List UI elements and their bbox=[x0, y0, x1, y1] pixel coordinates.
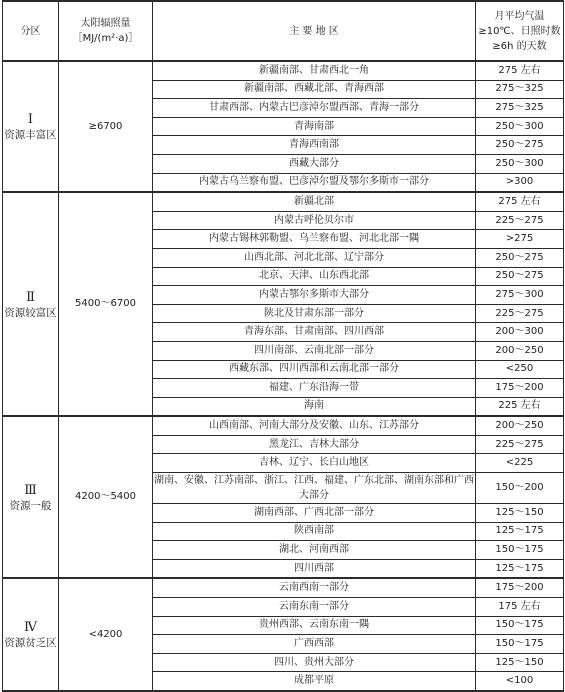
region-cell: 陕北及甘肃东部一部分 bbox=[153, 304, 476, 323]
days-cell: 250～300 bbox=[476, 154, 564, 173]
radiation-header bbox=[59, 1, 153, 61]
region-cell: 新疆南部、西藏北部、青海西部 bbox=[153, 80, 476, 99]
radiation-header-unit: ［MJ/(m²·a)］ bbox=[72, 33, 139, 44]
days-cell: 125～175 bbox=[476, 522, 564, 541]
region-cell: 北京、天津、山东西北部 bbox=[153, 267, 476, 286]
days-cell: 250～275 bbox=[476, 136, 564, 155]
region-cell: 成都平原 bbox=[153, 672, 476, 691]
days-cell: 250～275 bbox=[476, 248, 564, 267]
zone-cell bbox=[3, 416, 59, 578]
days-cell: 150～175 bbox=[476, 635, 564, 654]
region-cell: 黑龙江、吉林大部分 bbox=[153, 435, 476, 454]
table-row bbox=[3, 416, 564, 435]
zone-numeral: Ⅳ bbox=[24, 620, 37, 636]
days-cell: 225～275 bbox=[476, 304, 564, 323]
region-cell: 广西西部 bbox=[153, 635, 476, 654]
days-cell: >275 bbox=[476, 230, 564, 249]
zone-cell bbox=[3, 578, 59, 691]
days-cell: >300 bbox=[476, 173, 564, 192]
zone-name: 资源较富区 bbox=[4, 306, 57, 319]
days-cell: 250～275 bbox=[476, 267, 564, 286]
zone-name: 资源一般 bbox=[9, 499, 52, 512]
region-cell: 新疆北部 bbox=[153, 192, 476, 211]
days-cell: <100 bbox=[476, 672, 564, 691]
table-body bbox=[3, 61, 564, 691]
days-cell: 125～175 bbox=[476, 559, 564, 578]
region-cell: 山西南部、河南大部分及安徽、山东、江苏部分 bbox=[153, 416, 476, 435]
region-cell: 内蒙古呼伦贝尔市 bbox=[153, 211, 476, 230]
region-cell: 内蒙古鄂尔多斯市大部分 bbox=[153, 286, 476, 305]
region-cell: 西藏大部分 bbox=[153, 154, 476, 173]
days-cell: 275～300 bbox=[476, 286, 564, 305]
region-cell: 云南西南一部分 bbox=[153, 578, 476, 597]
days-cell: 275～325 bbox=[476, 80, 564, 99]
days-cell: 225～275 bbox=[476, 435, 564, 454]
region-cell: 陕西南部 bbox=[153, 522, 476, 541]
zone-numeral: Ⅰ bbox=[27, 112, 34, 128]
days-cell: 275 左右 bbox=[476, 192, 564, 211]
days-header-line: ≥6h 的天数 bbox=[492, 40, 547, 52]
region-cell: 湖北、河南西部 bbox=[153, 541, 476, 560]
days-cell: <250 bbox=[476, 360, 564, 379]
zone-header: 分区 bbox=[3, 1, 59, 61]
radiation-value: ≥6700 bbox=[59, 61, 153, 192]
region-cell: 新疆南部、甘肃西北一角 bbox=[153, 61, 476, 80]
zone-name: 资源贫乏区 bbox=[4, 637, 57, 650]
region-cell: 内蒙古锡林郭勒盟、乌兰察布盟、河北北部一隅 bbox=[153, 230, 476, 249]
days-header bbox=[476, 1, 564, 61]
region-cell: 四川南部、云南北部一部分 bbox=[153, 341, 476, 360]
zone-cell bbox=[3, 61, 59, 192]
table-row bbox=[3, 192, 564, 211]
table-row bbox=[3, 578, 564, 597]
days-header-line: 月平均气温 bbox=[494, 10, 545, 22]
days-cell: 150～175 bbox=[476, 541, 564, 560]
days-cell: 200～250 bbox=[476, 416, 564, 435]
days-cell: 175～200 bbox=[476, 578, 564, 597]
days-cell: 200～250 bbox=[476, 341, 564, 360]
region-cell: 福建、广东沿海一带 bbox=[153, 379, 476, 398]
region-cell: 西藏东部、四川西部和云南北部一部分 bbox=[153, 360, 476, 379]
region-cell: 海南 bbox=[153, 397, 476, 416]
region-cell: 甘肃西部、内蒙古巴彦淖尔盟西部、青海一部分 bbox=[153, 99, 476, 118]
days-cell: 125～150 bbox=[476, 653, 564, 672]
region-cell: 内蒙古乌兰察布盟、巴彦淖尔盟及鄂尔多斯市一部分 bbox=[153, 173, 476, 192]
region-cell: 湖南西部、广西北部一部分 bbox=[153, 504, 476, 523]
region-cell: 四川西部 bbox=[153, 559, 476, 578]
radiation-value: 4200～5400 bbox=[59, 416, 153, 578]
days-cell: 275～325 bbox=[476, 99, 564, 118]
regions-header: 主 要 地 区 bbox=[153, 1, 476, 61]
region-cell: 吉林、辽宁、长白山地区 bbox=[153, 454, 476, 473]
zone-numeral: Ⅱ bbox=[26, 289, 35, 305]
header-row bbox=[3, 1, 564, 61]
region-cell: 云南东南一部分 bbox=[153, 598, 476, 617]
radiation-value: 5400～6700 bbox=[59, 192, 153, 416]
region-cell: 青海东部、甘肃南部、四川西部 bbox=[153, 323, 476, 342]
days-cell: 125～150 bbox=[476, 504, 564, 523]
radiation-value: <4200 bbox=[59, 578, 153, 691]
days-cell: 225～275 bbox=[476, 211, 564, 230]
region-cell: 青海西南部 bbox=[153, 136, 476, 155]
region-cell: 青海南部 bbox=[153, 117, 476, 136]
solar-resource-table bbox=[2, 0, 564, 692]
days-cell: <225 bbox=[476, 454, 564, 473]
days-cell: 150～200 bbox=[476, 473, 564, 504]
region-cell: 湖南、安徽、江苏南部、浙江、江西、福建、广东北部、湖南东部和广西大部分 bbox=[153, 473, 476, 504]
days-cell: 250～300 bbox=[476, 117, 564, 136]
zone-cell bbox=[3, 192, 59, 416]
days-cell: 225 左右 bbox=[476, 397, 564, 416]
days-cell: 275 左右 bbox=[476, 61, 564, 80]
region-cell: 贵州西部、云南东南一隅 bbox=[153, 616, 476, 635]
table-row bbox=[3, 61, 564, 80]
zone-name: 资源丰富区 bbox=[4, 129, 57, 142]
days-cell: 200～300 bbox=[476, 323, 564, 342]
days-header-line: ≥10℃、日照时数 bbox=[478, 25, 561, 37]
radiation-header-line: 太阳辐照量 bbox=[80, 18, 131, 29]
days-cell: 150～175 bbox=[476, 616, 564, 635]
region-cell: 山西北部、河北北部、辽宁部分 bbox=[153, 248, 476, 267]
zone-numeral: Ⅲ bbox=[24, 482, 37, 498]
region-cell: 四川、贵州大部分 bbox=[153, 653, 476, 672]
days-cell: 175～200 bbox=[476, 379, 564, 398]
days-cell: 175 左右 bbox=[476, 598, 564, 617]
